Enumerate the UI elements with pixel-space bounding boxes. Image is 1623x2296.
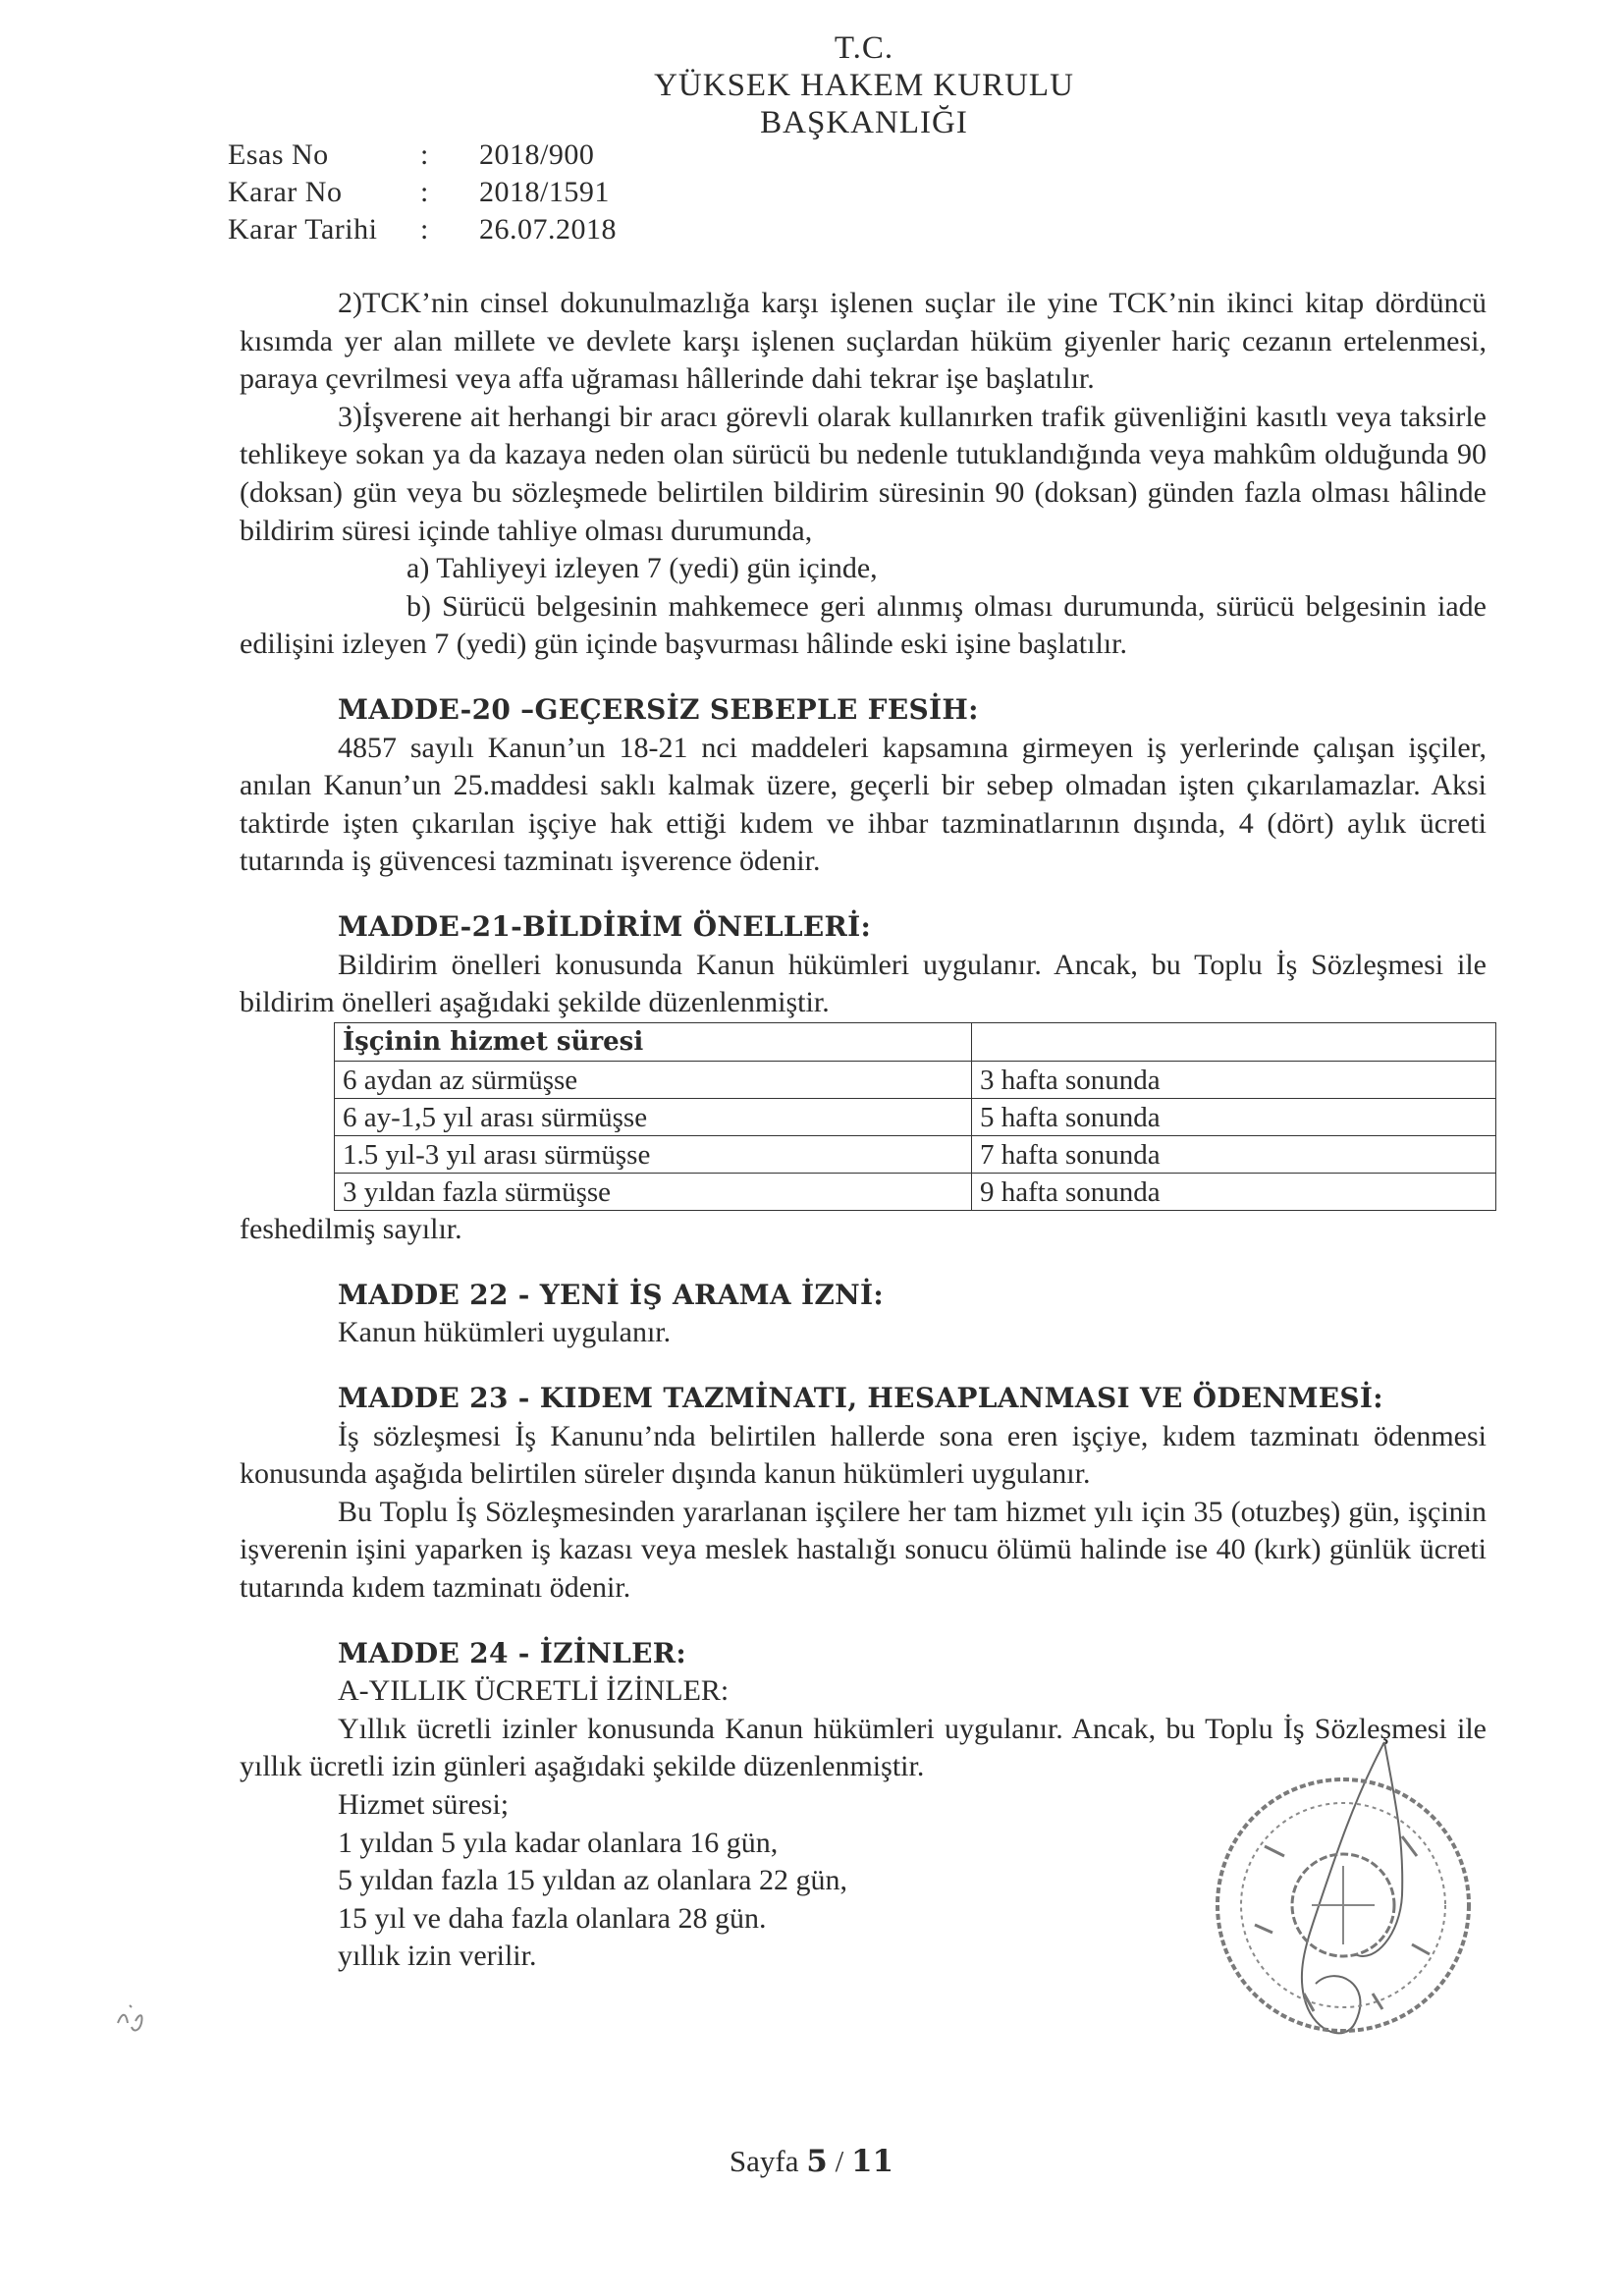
document-body [240, 285, 1487, 1976]
meta-colon: : [420, 176, 429, 208]
table-header-cell: İşçinin hizmet süresi [335, 1022, 972, 1062]
page-prefix: Sayfa [729, 2144, 807, 2178]
paragraph-madde-21: Bildirim önelleri konusunda Kanun hükümleri uygulanır. Ancak, bu Toplu İş Sözleşmesi ile bildirim önelleri aşağıdaki şekilde düzenlenmiştir. [240, 948, 1487, 1019]
meta-value: 2018/900 [479, 138, 595, 171]
table-row [335, 1174, 1496, 1211]
table-cell-notice: 5 hafta sonunda [972, 1099, 1496, 1136]
meta-label: Esas No [228, 138, 329, 171]
heading-madde-23: MADDE 23 - KIDEM TAZMİNATI, HESAPLANMASI VE ÖDENMESİ: [338, 1382, 1383, 1415]
table-header-row [335, 1022, 1496, 1062]
paragraph-madde-20: 4857 sayılı Kanun’un 18-21 nci maddeleri kapsamına girmeyen iş yerlerinde çalışan işçiler, anılan Kanun’un 25.maddesi saklı kalmak üzere, geçerli bir sebep olmadan işten çıkarılamazlar. Aksi taktirde işten çıkarılan işçiye hak ettiği kıdem ve ihbar tazminatlarının dışında, 4 (dört) aylık ücreti tutarında iş güvencesi tazminatı işverence ödenir. [240, 731, 1487, 878]
list-item: 5 yıldan fazla 15 yıldan az olanlara 22 gün, [338, 1864, 847, 1897]
page-number: 5 [806, 2144, 828, 2179]
table-cell-notice: 7 hafta sonunda [972, 1136, 1496, 1174]
header-presidency: BAŞKANLIĞI [760, 105, 968, 140]
table-cell-notice: 3 hafta sonunda [972, 1062, 1496, 1099]
meta-colon: : [420, 213, 429, 246]
page-total: 11 [850, 2144, 894, 2179]
header-tc: T.C. [834, 30, 894, 66]
table-cell-duration: 6 ay-1,5 yıl arası sürmüşse [335, 1099, 972, 1136]
paragraph-tck: 2)TCK’nin cinsel dokunulmazlığa karşı işlenen suçlar ile yine TCK’nin ikinci kitap dördüncü kısımda yer alan millete ve devlete karşı işlenen suçlardan hüküm giyenler hariç cezanın ertelenmesi, paraya çevrilmesi veya affa uğraması hâllerinde dahi tekrar işe başlatılır. [240, 287, 1487, 396]
meta-label: Karar No [228, 176, 343, 208]
header-institution: YÜKSEK HAKEM KURULU [654, 68, 1074, 103]
meta-value: 26.07.2018 [479, 213, 617, 246]
table-cell-notice: 9 hafta sonunda [972, 1174, 1496, 1211]
heading-madde-22: MADDE 22 - YENİ İŞ ARAMA İZNİ: [338, 1278, 885, 1311]
paragraph-madde-21-end: feshedilmiş sayılır. [240, 1213, 462, 1246]
official-stamp-seal-icon [1196, 1758, 1490, 2052]
table-header-empty [972, 1022, 1496, 1062]
table-row [335, 1062, 1496, 1099]
handwritten-initials-icon [108, 1984, 167, 2043]
list-item: 15 yıl ve daha fazla olanlara 28 gün. [338, 1901, 767, 1935]
heading-madde-24: MADDE 24 - İZİNLER: [338, 1636, 687, 1669]
meta-value: 2018/1591 [479, 176, 610, 208]
paragraph-madde-24a: Yıllık ücretli izinler konusunda Kanun hükümleri uygulanır. Ancak, bu Toplu İş Sözleşmesi ile yıllık ücretli izin günleri aşağıdaki şekilde düzenlenmiştir. [240, 1712, 1487, 1783]
table-cell-duration: 1.5 yıl-3 yıl arası sürmüşse [335, 1136, 972, 1174]
page-sep: / [827, 2144, 851, 2178]
table-row [335, 1099, 1496, 1136]
subheading-yillik-izin: A-YILLIK ÜCRETLİ İZİNLER: [338, 1674, 730, 1708]
heading-madde-21: MADDE-21-BİLDİRİM ÖNELLERİ: [338, 909, 872, 943]
paragraph-a: a) Tahliyeyi izleyen 7 (yedi) gün içinde, [406, 552, 878, 585]
heading-madde-20: MADDE-20 –GEÇERSİZ SEBEPLE FESİH: [338, 692, 979, 726]
paragraph-madde-22: Kanun hükümleri uygulanır. [338, 1316, 672, 1349]
paragraph-madde-23a: İş sözleşmesi İş Kanunu’nda belirtilen hallerde sona eren işçiye, kıdem tazminatı ödenmesi konusunda aşağıda belirtilen süreler dışında kanun hükümleri uygulanır. [240, 1419, 1487, 1491]
table-cell-duration: 6 aydan az sürmüşse [335, 1062, 972, 1099]
paragraph-madde-24-end: yıllık izin verilir. [338, 1940, 537, 1973]
table-cell-duration: 3 yıldan fazla sürmüşse [335, 1174, 972, 1211]
table-row [335, 1136, 1496, 1174]
notice-period-table [334, 1022, 1496, 1212]
meta-colon: : [420, 138, 429, 171]
paragraph-b: b) Sürücü belgesinin mahkemece geri alınmış olması durumunda, sürücü belgesinin iade edilişini izleyen 7 (yedi) gün içinde başvurması hâlinde eski işine başlatılır. [240, 589, 1487, 661]
paragraph-madde-23b: Bu Toplu İş Sözleşmesinden yararlanan işçilere her tam hizmet yılı için 35 (otuzbeş) gün, işçinin işverenin işini yaparken iş kazası veya meslek hastalığı sonucu ölümü halinde ise 40 (kırk) günlük ücreti tutarında kıdem tazminatı ödenir. [240, 1495, 1487, 1605]
meta-label: Karar Tarihi [228, 213, 378, 246]
paragraph-isveren: 3)İşverene ait herhangi bir aracı görevli olarak kullanırken trafik güvenliğini kasıtlı veya taksirle tehlikeye sokan ya da kazaya neden olan sürücü bu nedenle tutuklandığında veya mahkûm olduğunda 90 (doksan) gün veya bu sözleşmede belirtilen bildirim süresinin 90 (doksan) günden fazla olması hâlinde bildirim süresi içinde tahliye olması durumunda, [240, 400, 1487, 547]
list-item: 1 yıldan 5 yıla kadar olanlara 16 gün, [338, 1826, 779, 1859]
paragraph-hizmet-suresi: Hizmet süresi; [338, 1788, 510, 1821]
page-footer [0, 2144, 1623, 2179]
